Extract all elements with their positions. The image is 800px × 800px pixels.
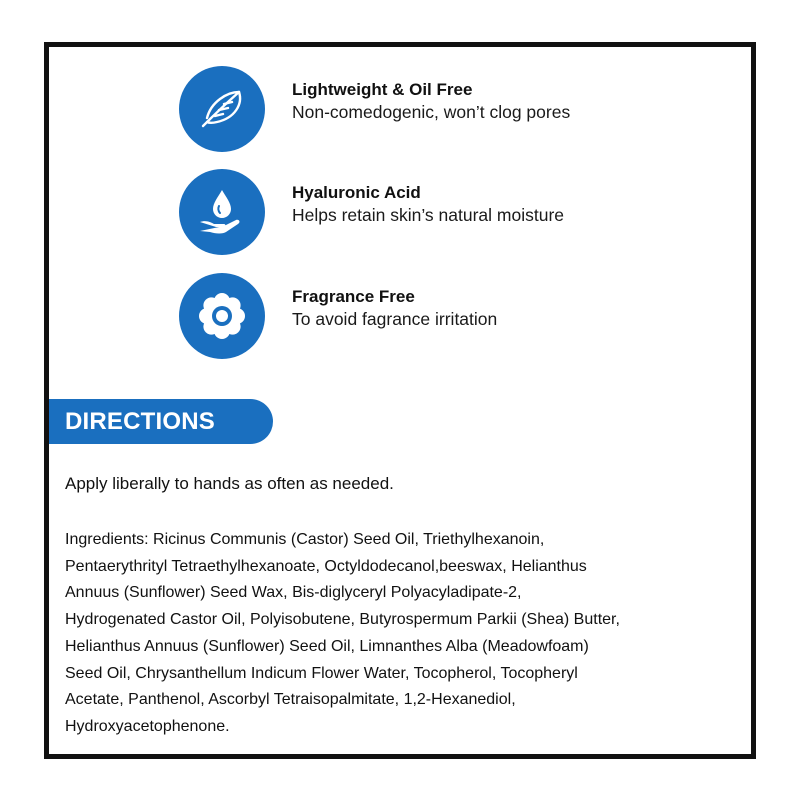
ingredients-line: Seed Oil, Chrysanthellum Indicum Flower Water, Tocopherol, Tocopheryl [65, 664, 578, 682]
ingredients-line: Helianthus Annuus (Sunflower) Seed Oil, Limnanthes Alba (Meadowfoam) [65, 637, 589, 655]
ingredients-line: Hydroxyacetophenone. [65, 717, 230, 735]
ingredients-line: Ingredients: Ricinus Communis (Castor) Seed Oil, Triethylhexanoin, [65, 531, 545, 548]
feature-title: Fragrance Free [292, 287, 415, 306]
feature-title: Lightweight & Oil Free [292, 80, 473, 99]
feature-fragrance-free [179, 273, 739, 359]
feather-icon [179, 66, 265, 152]
ingredients-list [65, 527, 745, 741]
feature-title: Hyaluronic Acid [292, 183, 421, 202]
directions-heading: DIRECTIONS [49, 399, 273, 444]
feature-hyaluronic [179, 169, 739, 255]
ingredients-line: Hydrogenated Castor Oil, Polyisobutene, Butyrospermum Parkii (Shea) Butter, [65, 611, 620, 629]
water-drop-hand-icon [179, 169, 265, 255]
directions-text: Apply liberally to hands as often as needed. [65, 474, 394, 493]
flower-icon [179, 273, 265, 359]
ingredients-line: Pentaerythrityl Tetraethylhexanoate, Octyldodecanol,beeswax, Helianthus [65, 557, 587, 575]
feature-description: Non-comedogenic, won’t clog pores [292, 102, 571, 122]
ingredients-line: Annuus (Sunflower) Seed Wax, Bis-diglyceryl Polyacyladipate-2, [65, 584, 522, 602]
ingredients-line: Acetate, Panthenol, Ascorbyl Tetraisopalmitate, 1,2-Hexanediol, [65, 691, 516, 709]
feature-description: To avoid fagrance irritation [292, 309, 498, 329]
content-frame [44, 42, 756, 759]
feature-description: Helps retain skin’s natural moisture [292, 205, 565, 225]
feature-lightweight [179, 66, 739, 152]
